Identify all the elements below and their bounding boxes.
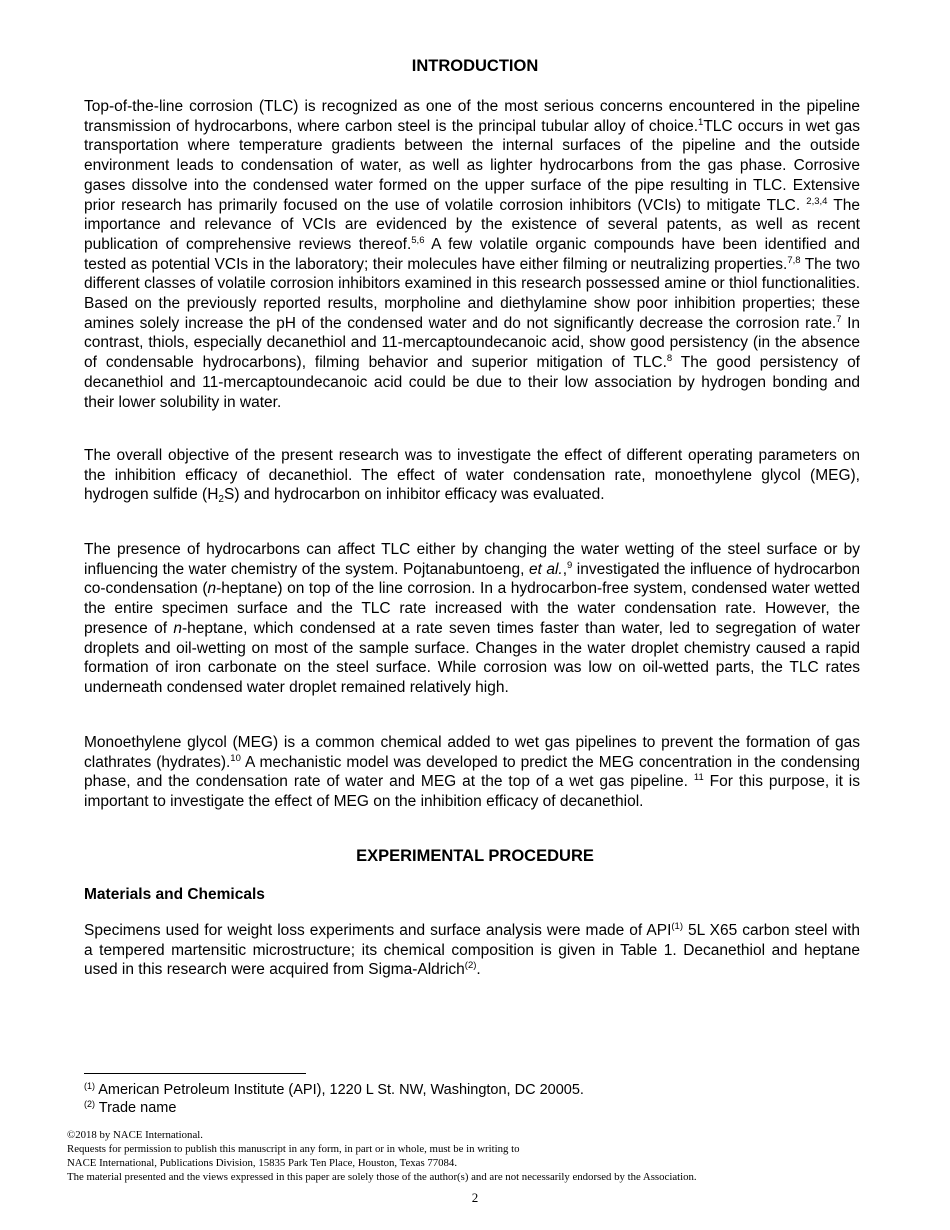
permission-line: Requests for permission to publish this manuscript in any form, in part or in whole, must be in writing to <box>67 1142 520 1155</box>
footnote-2: $^{(2)}$ Trade name <box>84 1099 177 1116</box>
introduction-heading: INTRODUCTION <box>411 57 539 75</box>
experimental-procedure-heading: EXPERIMENTAL PROCEDURE <box>356 847 594 865</box>
footnote-ref: (1) <box>671 921 683 932</box>
intro-paragraph-2: The overall objective of the present research was to investigate the effect of different operating parameters on the inhibition efficacy of decanethiol. The effect of water condensation rate, monoethylene glycol (MEG), hydrogen sulfide $(H_2S)$ and hydrocarbon on inhibitor efficacy was evaluated. <box>84 447 860 506</box>
materials-subheading: Materials and Chemicals <box>84 886 265 903</box>
citation-ref: 9 <box>567 559 573 571</box>
page-number: 2 <box>471 1190 479 1205</box>
copyright-notice <box>67 1129 897 1185</box>
footnote-ref: (2) <box>464 960 477 972</box>
citation-ref: 1 <box>698 116 704 128</box>
citation-ref: 8 <box>666 353 673 365</box>
footnote-divider <box>84 1073 306 1074</box>
citation-ref: 5,6 <box>411 234 425 246</box>
citation-ref: 2,3,4 <box>806 195 828 207</box>
citation-ref: 7 <box>836 313 842 325</box>
citation-ref: 7,8 <box>787 254 801 266</box>
materials-paragraph: Specimens used for weight loss experiments and surface analysis were made of API$^{(1)}$ 5L X65 carbon steel with a tempered martensitic microstructure; its chemical composition is given in Table 1. Decanethiol and heptane used in this research were acquired from Sigma-Aldrich$^{(2)}$. <box>84 921 860 979</box>
footnote-1: $^{(1)}$ American Petroleum Institute (API), 1220 L St. NW, Washington, DC 20005. <box>84 1081 584 1098</box>
disclaimer-line: The material presented and the views expressed in this paper are solely those of the author(s) and are not necessarily endorsed by the Association. <box>67 1170 697 1183</box>
address-line: NACE International, Publications Division, 15835 Park Ten Place, Houston, Texas 77084. <box>67 1156 458 1169</box>
copyright-line: ©2018 by NACE International. <box>67 1129 203 1141</box>
intro-paragraph-3: The presence of hydrocarbons can affect TLC either by changing the water wetting of the steel surface or by influencing the water chemistry of the system. Pojtanabuntoeng, et al.,$^9$ investigated the influence of hydrocarbon co-condensation (n-heptane) on top of the line corrosion. In a hydrocarbon-free system, condensed water wetted the entire specimen surface and the TLC rate increased with the water condensation rate. However, the presence of n-heptane, which condensed at a rate seven times faster than water, led to segregation of water droplets and oil-wetting on most of the sample surface. Changes in the water droplet chemistry caused a rapid formation of iron carbonate on the steel surface. While corrosion was low on oil-wetted parts, the TLC rates underneath condensed water droplet remained relatively high. <box>84 541 861 696</box>
subscript: 2 <box>218 494 224 506</box>
intro-paragraph-1: Top-of-the-line corrosion (TLC) is recognized as one of the most serious concerns encountered in the pipeline transmission of hydrocarbons, where carbon steel is the principal tubular alloy of choice.$^1$TLC occurs in wet gas transportation where temperature gradients between the internal surfaces of the pipeline and the outside environment leads to condensation of water, as well as lighter hydrocarbons from the gas phase. Corrosive gases dissolve into the condensed water formed on the upper surface of the pipe resulting in TLC. Extensive prior research has primarily focused on the use of volatile corrosion inhibitors (VCIs) to mitigate TLC. $^{2,3,4}$ The importance and relevance of VCIs are evidenced by the existence of several patents, as well as recent publication of comprehensive reviews thereof.$^{5,6}$ A few volatile organic compounds have been identified and tested as potential VCIs in the laboratory; their molecules have either filming or neutralizing properties.$^{7,8}$ The two different classes of volatile corrosion inhibitors examined in this research possessed amine or thiol functionalities. Based on the previously reported results, morpholine and diethylamine show poor inhibition properties; these amines solely increase the pH of the condensed water and do not significantly decrease the corrosion rate.$^7$ In contrast, thiols, especially decanethiol and 11-mercaptoundecanoic acid, show good persistency (in the absence of condensable hydrocarbons), filming behavior and superior mitigation of TLC.$^8$ The good persistency of decanethiol and 11-mercaptoundecanoic acid could be due to their low association by hydrogen bonding and their lower solubility in water. <box>84 98 860 411</box>
intro-paragraph-4: Monoethylene glycol (MEG) is a common chemical added to wet gas pipelines to prevent the formation of gas clathrates (hydrates).$^{10}$ A mechanistic model was developed to predict the MEG concentration in the condensing phase, and the condensation rate of water and MEG at the top of a wet gas pipeline. $^{11}$ For this purpose, it is important to investigate the effect of MEG on the inhibition efficacy of decanethiol. <box>84 734 860 811</box>
citation-ref: 11 <box>693 772 704 784</box>
citation-ref: 10 <box>230 752 241 764</box>
